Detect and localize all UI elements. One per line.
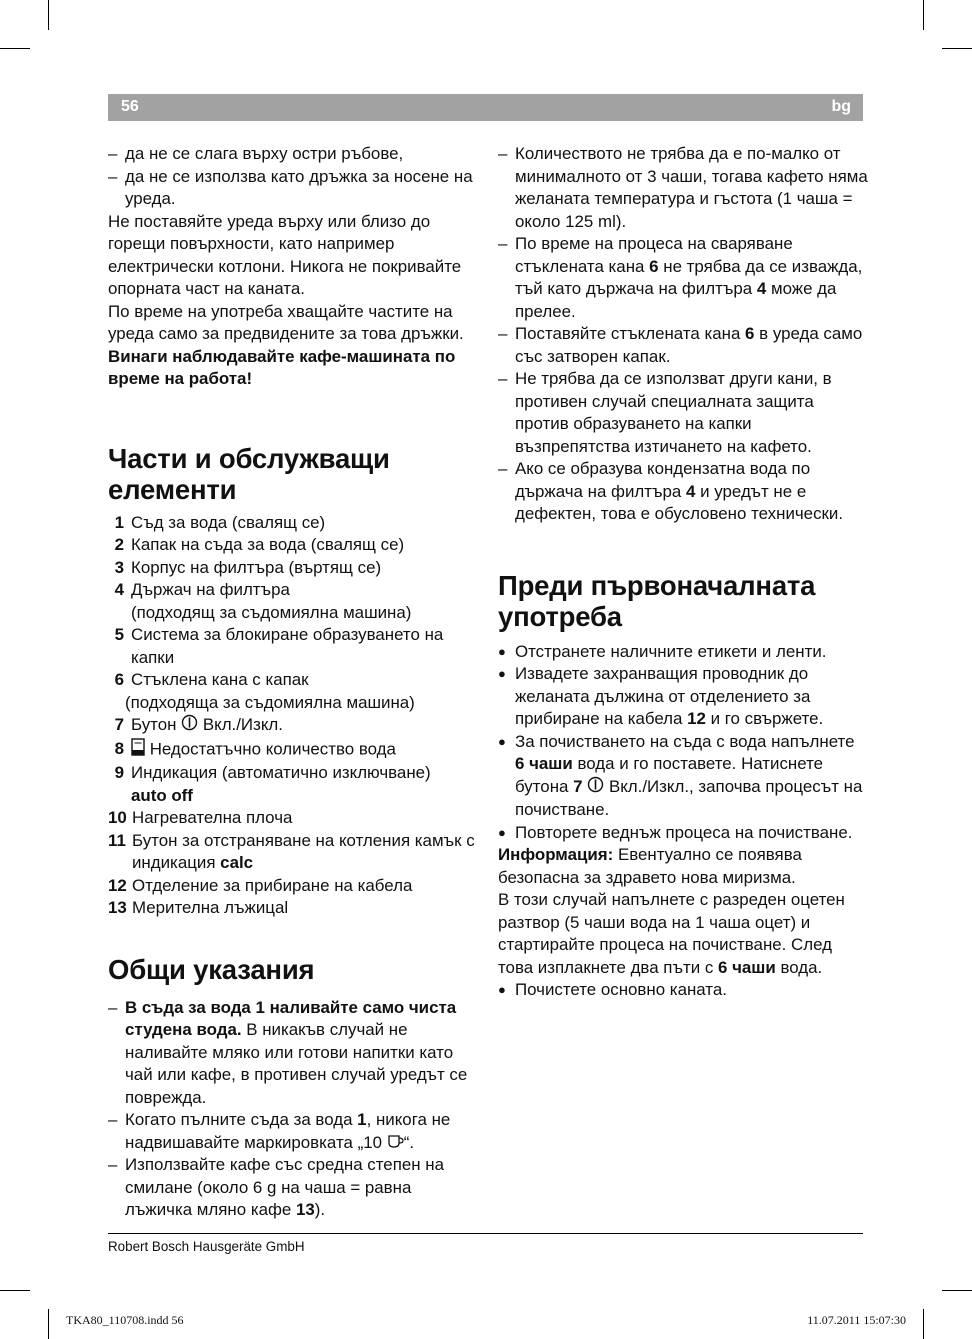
part-item: 8 Недостатъчно количество вода <box>108 738 478 763</box>
crop-mark <box>0 48 30 49</box>
section-heading-first-use: Преди първоначалната употреба <box>498 569 816 632</box>
part-item: 7 Бутон Вкл./Изкл. <box>108 714 478 738</box>
part-item: 10 Нагревателна плоча <box>108 808 293 827</box>
left-column <box>108 143 478 1222</box>
list-item: – Ако се образува кондензатна вода по държача на филтъра 4 и уредът не е дефектен, това е обусловено технически. <box>498 458 868 526</box>
footer-rule <box>108 1233 863 1234</box>
bullet-item: ● Повторете веднъж процеса на почистване. <box>498 822 868 845</box>
part-item: 2 Капак на съда за вода (свалящ се) <box>114 535 405 554</box>
cup-icon <box>387 1132 404 1155</box>
info-paragraph: Информация: Евентуално се появява безопасна за здравето нова миризма. <box>498 845 802 887</box>
power-icon <box>181 714 198 738</box>
list-item: – Не трябва да се използват други кани, в противен случай специалната защита против образуването на капки възпрепятства изтичането на кафето. <box>498 368 868 458</box>
crop-mark <box>0 1290 30 1291</box>
bullet-item: ● Отстранете наличните етикети и ленти. <box>498 641 868 664</box>
footer-company: Robert Bosch Hausgeräte GmbH <box>108 1239 305 1254</box>
crop-mark <box>923 1309 924 1339</box>
section-heading-parts: Части и обслужващи елементи <box>108 442 390 505</box>
right-column <box>498 143 868 1002</box>
part-item: 5 Система за блокиране образуването на капки <box>114 625 444 667</box>
list-item: – Когато пълните съда за вода 1, никога не надвишавайте маркировката „10 “. <box>108 1109 478 1154</box>
bullet-item: ● Извадете захранващия проводник до желаната дължина от отделението за прибиране на кабела 12 и го свържете. <box>498 663 868 731</box>
section-heading-general: Общи указания <box>108 953 315 985</box>
part-item: 6 Стъклена кана с капак (подходяща за съдомиялна машина) <box>114 670 415 712</box>
language-code: bg <box>831 98 851 115</box>
crop-mark <box>48 0 49 30</box>
part-item: 3 Корпус на филтъра (въртящ се) <box>114 557 382 577</box>
list-item: – Поставяйте стъклената кана 6 в уреда само със затворен капак. <box>498 323 868 368</box>
date-slug: 11.07.2011 15:07:30 <box>807 1313 906 1327</box>
list-item: – да не се слага върху остри ръбове, <box>108 143 478 166</box>
page-number: 56 <box>121 98 139 115</box>
crop-mark <box>942 48 972 49</box>
water-tank-icon <box>131 738 145 763</box>
bullet-item: ● Почистете основно каната. <box>498 979 868 1002</box>
part-item: 4 Държач на филтъра (подходящ за съдомиялна машина) <box>114 580 412 622</box>
page-header <box>108 94 863 121</box>
part-item: 12 Отделение за прибиране на кабела <box>108 875 413 895</box>
paragraph: В този случай напълнете с разреден оцетен разтвор (5 чаши вода на 1 чаша оцет) и стартирайте процеса на почистване. След това изплакнете два пъти с 6 чаши вода. <box>498 890 845 977</box>
part-item: 1 Съд за вода (свалящ се) <box>114 512 326 532</box>
list-item: – Използвайте кафе със средна степен на смилане (около 6 g на чаша = равна лъжичка мляно кафе 13). <box>108 1154 478 1222</box>
list-item: – Количеството не трябва да е по-малко от минималното от 3 чаши, тогава кафето няма желаната температура и гъстота (1 чаша = около 125 ml). <box>498 143 868 233</box>
list-item: – В съда за вода 1 наливайте само чиста студена вода. В никакъв случай не наливайте мляко или готови напитки като чай или кафе, в противен случай уредът се повреждa. <box>108 997 478 1110</box>
part-item: 11 Бутон за отстраняване на котления камък с индикация calc <box>108 830 475 872</box>
paragraph: Не поставяйте уреда върху или близо до горещи повърхности, като например електрически котлони. Никога не покривайте опорната част на каната. <box>108 211 462 298</box>
part-item: 9 Индикация (автоматично изключване) auto off <box>114 763 431 805</box>
bullet-item: ● За почистването на съда с вода напълнете 6 чаши вода и го поставете. Натиснете бутона 7 Вкл./Изкл., започва процесът на почистване. <box>498 731 868 822</box>
file-slug: TKA80_110708.indd 56 <box>66 1313 184 1327</box>
power-icon <box>587 776 604 800</box>
crop-mark <box>923 0 924 30</box>
list-item: – да не се използва като дръжка за носене на уреда. <box>108 166 478 211</box>
list-item: – По време на процеса на сваряване стъклената кана 6 не трябва да се изважда, тъй като държача на филтъра 4 може да прелее. <box>498 233 868 323</box>
crop-mark <box>942 1290 972 1291</box>
part-item: 13 Мерителна лъжицаl <box>108 898 289 917</box>
crop-mark <box>48 1309 49 1339</box>
warning-text: Винаги наблюдавайте кафе-машината по време на работа! <box>108 346 456 388</box>
paragraph: По време на употреба хващайте частите на уреда само за предвидените за това дръжки. <box>108 301 464 343</box>
